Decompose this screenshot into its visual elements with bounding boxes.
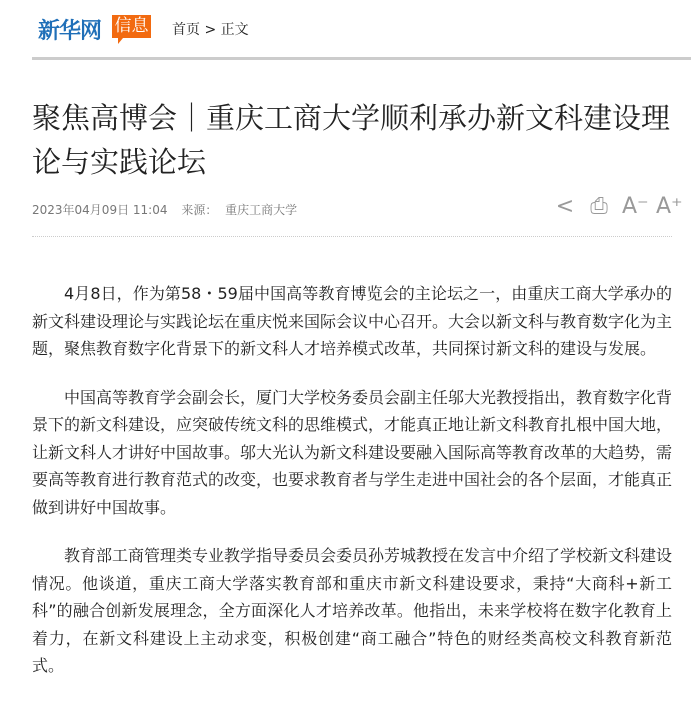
site-header (0, 0, 691, 60)
paragraph: 4月8日，作为第58・59届中国高等教育博览会的主论坛之一，由重庆工商大学承办的新文科建设理论与实践论坛在重庆悦来国际会议中心召开。大会以新文科与教育数字化为主题，聚焦教育数字化背景下的新文科人才培养模式改革，共同探讨新文科的建设与发展。 (32, 284, 673, 358)
article-tools (554, 194, 683, 219)
info-badge[interactable]: 信息 (112, 15, 151, 38)
source-label: 来源： (181, 203, 218, 217)
font-decrease-icon[interactable]: A⁻ (622, 194, 649, 219)
font-increase-icon[interactable]: A⁺ (656, 194, 683, 219)
source-name: 重庆工商大学 (225, 203, 298, 217)
breadcrumb-home[interactable]: 首页 (172, 22, 200, 38)
breadcrumb-separator: > (204, 22, 217, 38)
article-body (32, 280, 672, 701)
share-icon[interactable]: < (555, 194, 575, 219)
breadcrumb (172, 19, 249, 39)
paragraph: 中国高等教育学会副会长，厦门大学校务委员会副主任邬大光教授指出，教育数字化背景下的新文科建设，应突破传统文科的思维模式，才能真正地让新文科教育扎根中国大地，让新文科人才讲好中国故事。邬大光认为新文科建设要融入国际高等教育改革的大趋势，需要高等教育进行教育范式的改变，也要求教育者与学生走进中国社会的各个层面，才能真正做到讲好中国故事。 (32, 387, 673, 517)
paragraph: 教育部工商管理类专业教学指导委员会委员孙芳城教授在发言中介绍了学校新文科建设情况。他谈道，重庆工商大学落实教育部和重庆市新文科建设要求，秉持“大商科+新工科”的融合创新发展理念，全方面深化人才培养改革。他指出，未来学校将在数字化教育上着力，在新文科建设上主动求变，积极创建“商工融合”特色的财经类高校文科教育新范式。 (32, 546, 673, 675)
meta-divider (32, 236, 672, 237)
article-meta (32, 201, 307, 218)
breadcrumb-current: 正文 (220, 22, 249, 38)
print-icon[interactable]: ⎙ (590, 194, 608, 219)
header-divider (32, 57, 691, 60)
xinhuanet-logo[interactable]: 新华网 (38, 19, 102, 44)
publish-datetime: 2023年04月09日 11:04 (32, 203, 168, 217)
article-title: 聚焦高博会｜重庆工商大学顺利承办新文科建设理论与实践论坛 (32, 101, 671, 179)
